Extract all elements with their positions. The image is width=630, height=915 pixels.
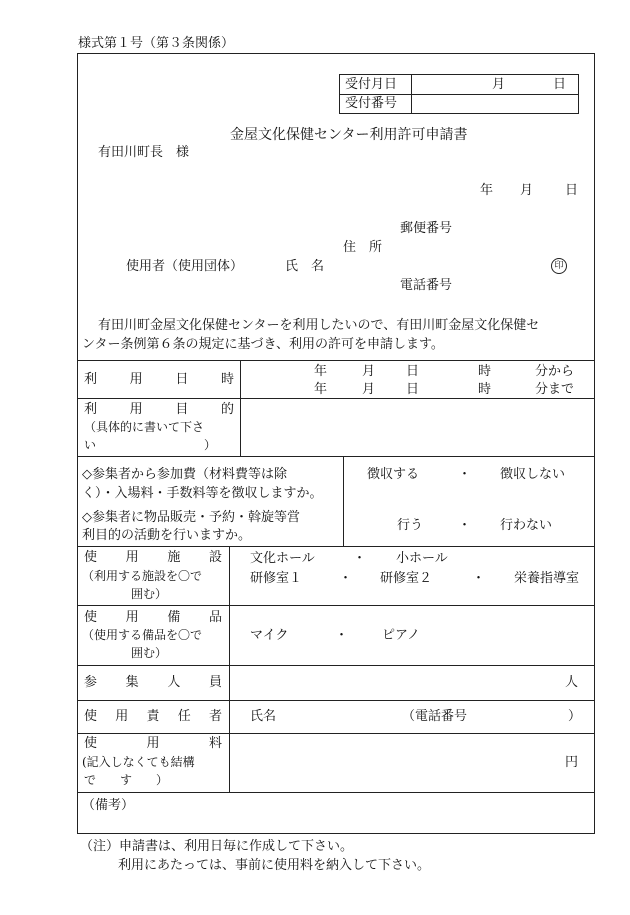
sales-option-no[interactable]: 行わない	[500, 518, 553, 533]
fee-option-collect[interactable]: 徴収する	[367, 467, 420, 482]
usage-datetime-label: 利 用 日 時	[84, 372, 234, 387]
end-day-mark: 日	[406, 382, 420, 397]
fee-note-line1: (記入しなくても結構	[82, 755, 195, 769]
fee-note-line2: で す ）	[84, 773, 169, 787]
remarks-field[interactable]	[150, 796, 590, 830]
receipt-number-field[interactable]	[413, 96, 575, 112]
responsible-phone-close: ）	[568, 709, 582, 724]
seal-mark: 印	[551, 258, 567, 274]
note-line2: 利用にあたっては、事前に使用料を納入して下さい。	[118, 858, 431, 873]
purpose-note-line2: い ）	[84, 438, 217, 452]
date-year-mark: 年	[480, 183, 494, 198]
addressee: 有田川町長 様	[98, 145, 190, 160]
attendees-field[interactable]	[233, 670, 553, 696]
facility-option-training-room-2[interactable]: 研修室２	[380, 571, 433, 586]
facility-option-nutrition-room[interactable]: 栄養指導室	[514, 571, 580, 586]
receipt-date-label: 受付月日	[345, 77, 398, 92]
end-hour-mark: 時	[478, 382, 492, 397]
facility-separator: ・	[353, 551, 367, 566]
start-hour-mark: 時	[478, 364, 492, 379]
receipt-day-mark: 日	[553, 77, 567, 92]
facility-separator: ・	[472, 571, 486, 586]
facility-option-bunka-hall[interactable]: 文化ホール	[250, 551, 315, 566]
note-line1: （注）申請書は、利用日毎に作成して下さい。	[80, 839, 354, 854]
equipment-label: 使 用 備 品	[84, 610, 222, 625]
end-year-mark: 年	[314, 382, 328, 397]
start-year-mark: 年	[314, 364, 328, 379]
purpose-field[interactable]	[244, 402, 592, 452]
receipt-number-label: 受付番号	[345, 96, 398, 111]
receipt-month-mark: 月	[492, 77, 506, 92]
fee-label: 使 用 料	[84, 736, 222, 751]
sales-question-line2: 利目的の活動を行いますか。	[82, 528, 252, 543]
form-title: 金屋文化保健センター利用許可申請書	[230, 127, 468, 143]
facilities-note-line1: （利用する施設を〇で	[82, 569, 203, 583]
attendees-unit: 人	[565, 675, 579, 690]
applicant-role-label: 使用者（使用団体）	[126, 259, 244, 274]
sales-question-line1: ◇参集者に物品販売・予約・斡旋等営	[82, 510, 300, 525]
body-text-line1: 有田川町金屋文化保健センターを利用したいので、有田川町金屋文化保健セ	[98, 318, 540, 333]
start-minute-mark: 分から	[535, 364, 575, 379]
equipment-option-microphone[interactable]: マイク	[250, 628, 289, 643]
sales-option-separator: ・	[458, 518, 472, 533]
equipment-note-line1: （使用する備品を〇で	[82, 628, 203, 642]
date-day-mark: 日	[565, 183, 579, 198]
fee-option-separator: ・	[458, 467, 472, 482]
body-text-line2: ンター条例第６条の規定に基づき、利用の許可を申請します。	[82, 337, 444, 352]
responsible-label: 使 用 責 任 者	[84, 709, 222, 724]
fee-question-line1: ◇参集者から参加費（材料費等は除	[82, 467, 287, 482]
equipment-option-piano[interactable]: ピアノ	[382, 628, 420, 643]
fee-question-line2: く）・入場料・手数料等を徴収しますか。	[82, 486, 323, 501]
responsible-phone-label: （電話番号	[402, 709, 468, 724]
fee-field[interactable]	[233, 738, 553, 788]
attendees-label: 参 集 人 員	[84, 675, 222, 690]
equipment-note-line2: 囲む）	[131, 646, 168, 660]
responsible-name-label: 氏名	[250, 709, 277, 724]
facility-option-training-room-1[interactable]: 研修室１	[250, 571, 303, 586]
end-minute-mark: 分まで	[535, 382, 575, 397]
sales-option-yes[interactable]: 行う	[397, 518, 424, 533]
purpose-label: 利 用 目 的	[84, 402, 234, 417]
start-day-mark: 日	[406, 364, 420, 379]
facility-option-small-hall[interactable]: 小ホール	[396, 551, 448, 566]
form-number-label: 様式第１号（第３条関係）	[78, 36, 235, 51]
address-label: 住 所	[343, 240, 383, 255]
applicant-name-label: 氏 名	[285, 259, 325, 274]
postal-code-label: 郵便番号	[400, 221, 453, 236]
purpose-note-line1: （具体的に書いて下さ	[84, 420, 205, 434]
start-month-mark: 月	[362, 364, 376, 379]
fee-option-no-collect[interactable]: 徴収しない	[500, 467, 566, 482]
fee-unit: 円	[565, 755, 579, 770]
end-month-mark: 月	[362, 382, 376, 397]
phone-label: 電話番号	[400, 278, 453, 293]
facilities-label: 使 用 施 設	[84, 550, 222, 565]
equipment-separator: ・	[335, 628, 349, 643]
facilities-note-line2: 囲む）	[131, 587, 168, 601]
facility-separator: ・	[339, 571, 353, 586]
date-month-mark: 月	[520, 183, 534, 198]
remarks-label: （備考）	[82, 798, 135, 813]
